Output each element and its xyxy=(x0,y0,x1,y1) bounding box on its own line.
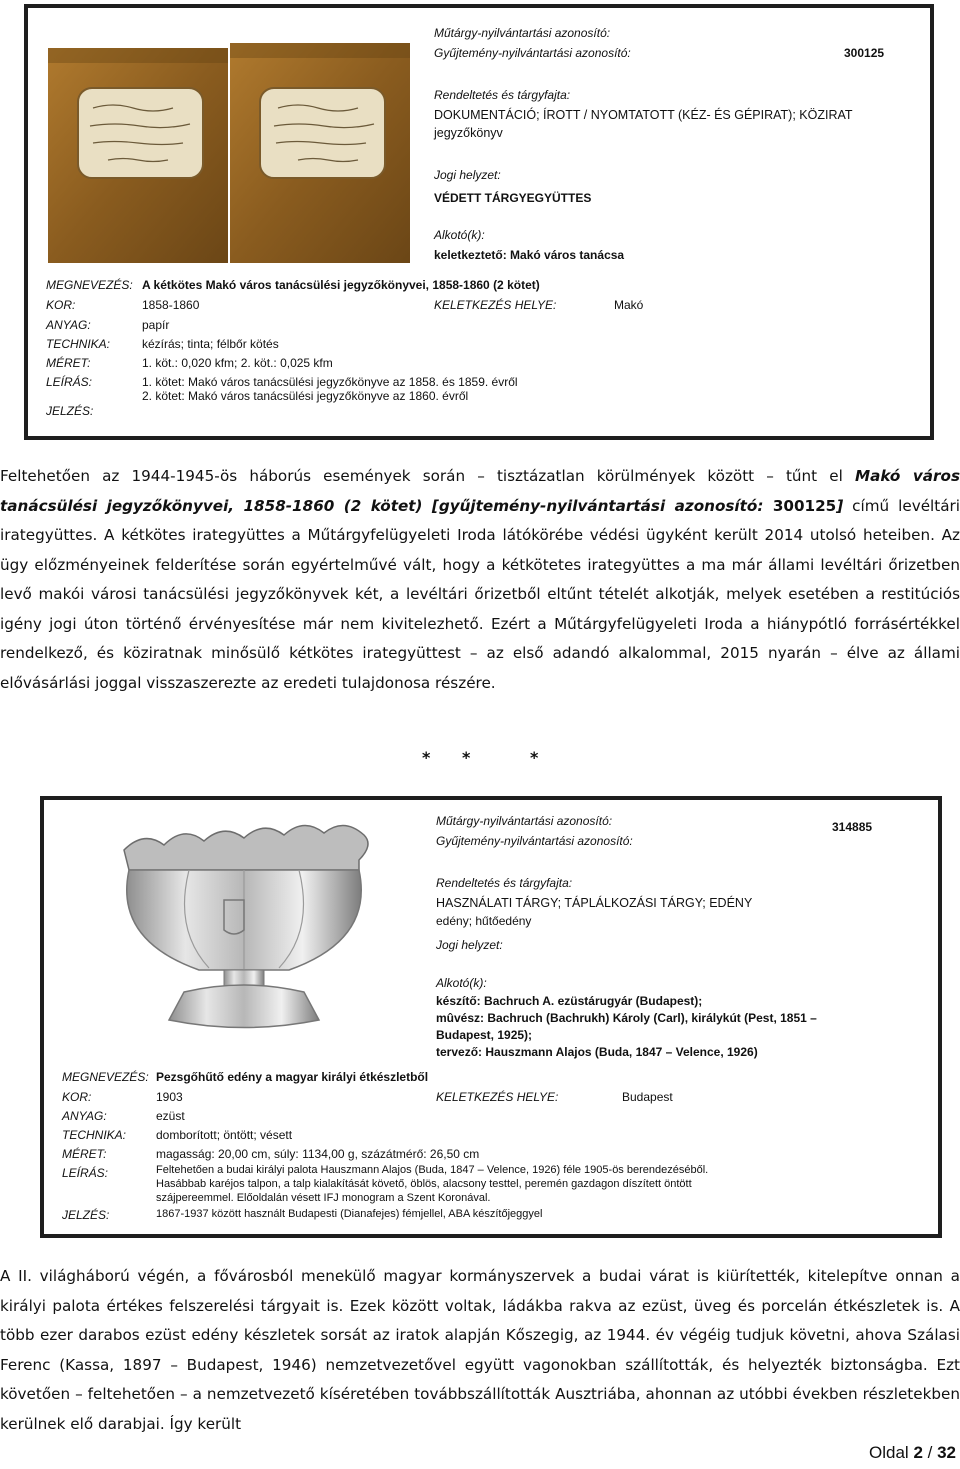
description-value-2: Hasábbab karéjos talpon, a talp kialakítását követő, öblös, alacsony testtel, peremén gazdagon díszített öntött xyxy=(156,1178,692,1190)
creator-3 xyxy=(436,1045,758,1059)
page-prefix: Oldal xyxy=(869,1443,914,1462)
origin-label: KELETKEZÉS HELYE: xyxy=(436,1090,559,1104)
purpose-label: Rendeltetés és tárgyfajta: xyxy=(434,88,571,102)
technique-label: TECHNIKA: xyxy=(46,337,111,351)
inventory-id-label: Műtárgy-nyilvántartási azonosító: xyxy=(436,814,613,828)
collection-id-value: 300125 xyxy=(844,46,885,60)
size-value: 1. köt.: 0,020 kfm; 2. köt.: 0,025 kfm xyxy=(142,356,333,370)
collection-id-label: Gyűjtemény-nyilvántartási azonosító: xyxy=(436,834,633,848)
size-value: magasság: 20,00 cm, súly: 1134,00 g, százátmérő: 26,50 cm xyxy=(156,1147,480,1161)
inventory-id-value: 314885 xyxy=(832,820,873,834)
creator-1-role: készítő: xyxy=(436,994,481,1008)
size-label: MÉRET: xyxy=(62,1147,107,1161)
two-bound-volumes-image xyxy=(38,28,418,268)
marks-label: JELZÉS: xyxy=(62,1208,110,1222)
paragraph-silverware-history: A II. világháború végén, a fővárosból menekülő magyar kormányszervek a budai várat is kiürítették, kitelepítve onnan a királyi palota értékes felszerelési tárgyait is. Ezek között voltak, ládákba rakva az ezüst, üveg és porcelán étkészletek is. A több ezer darabos ezüst edény készletek sorsát az iratok alapján Kőszegig, az 1944. év végéig tudjuk követni, ahova Szálasi Ferenc (Kassa, 1897 – Budapest, 1946) nemzetvezetővel együtt vagonokban szállították, és helyezték biztonságba. Ezt követően – feltehetően – a nemzetvezető kíséretében továbbszállították Ausztriába, ahonnan az utóbbi években részletekben kerülnek elő darabjai. Így került xyxy=(0,1267,960,1433)
creator-2-role: mûvész: xyxy=(436,1011,485,1025)
silver-bowl-image xyxy=(74,810,414,1060)
document-title: Makó város tanácsülési jegyzőkönyvei, 1858-1860 (2 kötet) [gyűjtemény-nyilvántartási azonosító: xyxy=(0,467,960,515)
technique-value: kézírás; tinta; félbőr kötés xyxy=(142,337,279,351)
material-label: ANYAG: xyxy=(62,1109,107,1123)
paragraph-1-intro: Feltehetően az 1944-1945-ös háborús események során – tisztázatlan körülmények között – tűnt el xyxy=(0,467,855,485)
description-value-2: 2. kötet: Makó város tanácsülési jegyzőkönyve az 1860. évről xyxy=(142,389,469,403)
size-label: MÉRET: xyxy=(46,356,91,370)
description-label: LEÍRÁS: xyxy=(62,1166,109,1180)
separator-star-1: * xyxy=(422,748,431,767)
total-pages: 32 xyxy=(937,1443,956,1462)
catalog-card-2 xyxy=(40,796,942,1238)
purpose-value: DOKUMENTÁCIÓ; ÍROTT / NYOMTATOTT (KÉZ- ÉS GÉPIRAT); KÖZIRAT xyxy=(434,108,853,122)
age-label: KOR: xyxy=(62,1090,92,1104)
description-value-3: szájpereemmel. Előoldalán vésett IFJ monogram a Szent Koronával. xyxy=(156,1192,491,1204)
origin-label: KELETKEZÉS HELYE: xyxy=(434,298,557,312)
creator-label: Alkotó(k): xyxy=(436,976,487,990)
name-label: MEGNEVEZÉS: xyxy=(46,278,133,292)
inventory-id-label: Műtárgy-nyilvántartási azonosító: xyxy=(434,26,611,40)
creator-3-value: Hauszmann Alajos (Buda, 1847 – Velence, 1926) xyxy=(482,1045,758,1059)
catalog-card-1 xyxy=(24,4,934,440)
age-value: 1858-1860 xyxy=(142,298,200,312)
marks-value: 1867-1937 között használt Budapesti (Dianafejes) fémjellel, ABA készítőjeggyel xyxy=(156,1208,543,1220)
purpose-value-2: edény; hűtőedény xyxy=(436,914,532,928)
purpose-label: Rendeltetés és tárgyfajta: xyxy=(436,876,573,890)
name-label: MEGNEVEZÉS: xyxy=(62,1070,149,1084)
description-value-1: 1. kötet: Makó város tanácsülési jegyzőkönyve az 1858. és 1859. évről xyxy=(142,375,518,389)
document-id: 300125 xyxy=(772,496,837,515)
origin-value: Budapest xyxy=(622,1090,673,1104)
separator-star-2: * xyxy=(462,748,471,767)
purpose-value-2: jegyzőkönyv xyxy=(434,126,503,140)
current-page: 2 xyxy=(913,1443,923,1462)
description-label: LEÍRÁS: xyxy=(46,375,93,389)
document-title-end: ] xyxy=(836,496,844,515)
creator-2-value: Bachruch (Bachrukh) Károly (Carl), királykút (Pest, 1851 – xyxy=(484,1011,817,1025)
description-value-1: Feltehetően a budai királyi palota Hauszmann Alajos (Buda, 1847 – Velence, 1926) féle 1905-ös berendezéséből. xyxy=(156,1164,709,1176)
creator-1-value: Bachruch A. ezüstárugyár (Budapest); xyxy=(480,994,703,1008)
technique-value: domborított; öntött; vésett xyxy=(156,1128,293,1142)
marks-label: JELZÉS: xyxy=(46,404,94,418)
origin-value: Makó xyxy=(614,298,644,312)
age-label: KOR: xyxy=(46,298,76,312)
creator-1 xyxy=(436,994,702,1008)
creator-3-role: tervező: xyxy=(436,1045,483,1059)
separator-star-3: * xyxy=(530,748,539,767)
creator-label: Alkotó(k): xyxy=(434,228,485,242)
age-value: 1903 xyxy=(156,1090,183,1104)
material-value: ezüst xyxy=(156,1109,185,1123)
paragraph-1-body: című levéltári irategyüttes. A kétkötes irategyüttes a Műtárgyfelügyeleti Iroda látókörébe védési ügyként került 2014 utolsó heteiben. Az ügy előzményeinek felderítése során egyértelművé vált, hogy a kétkötetes irategyüttes a ma már állami levéltári őrizetben levő makói városi tanácsülési jegyzőkönyvek két, a levéltári őrizetből eltűnt tételét alkotják, melyek esetében a restitúciós igény jogi úton történő érvényesítése már nem kivitelezhető. Ezért a Műtárgyfelügyeleti Iroda a hiánypótló forrásértékkel rendelkező, és köziratnak minősülő kétkötes irategyüttest – az első adandó alkalommal, 2015 nyarán – élve az állami elővásárlási joggal visszaszerezte az eredeti tulajdonosa részére. xyxy=(0,496,960,692)
legal-status-label: Jogi helyzet: xyxy=(436,938,503,952)
paragraph-lost-minutes xyxy=(0,462,960,698)
creator-value: keletkeztető: Makó város tanácsa xyxy=(434,248,625,262)
page-number xyxy=(869,1443,956,1463)
name-value: A kétkötes Makó város tanácsülési jegyzőkönyvei, 1858-1860 (2 kötet) xyxy=(142,278,540,292)
material-value: papír xyxy=(142,318,170,332)
legal-status-label: Jogi helyzet: xyxy=(434,168,501,182)
legal-status-value: VÉDETT TÁRGYEGYÜTTES xyxy=(434,191,592,205)
material-label: ANYAG: xyxy=(46,318,91,332)
name-value: Pezsgőhűtő edény a magyar királyi étkészletből xyxy=(156,1070,429,1084)
creator-2-value-b: Budapest, 1925); xyxy=(436,1028,533,1042)
purpose-value: HASZNÁLATI TÁRGY; TÁPLÁLKOZÁSI TÁRGY; EDÉNY xyxy=(436,896,753,910)
technique-label: TECHNIKA: xyxy=(62,1128,127,1142)
creator-2 xyxy=(436,1011,817,1025)
page-separator: / xyxy=(922,1443,938,1462)
collection-id-label: Gyűjtemény-nyilvántartási azonosító: xyxy=(434,46,631,60)
